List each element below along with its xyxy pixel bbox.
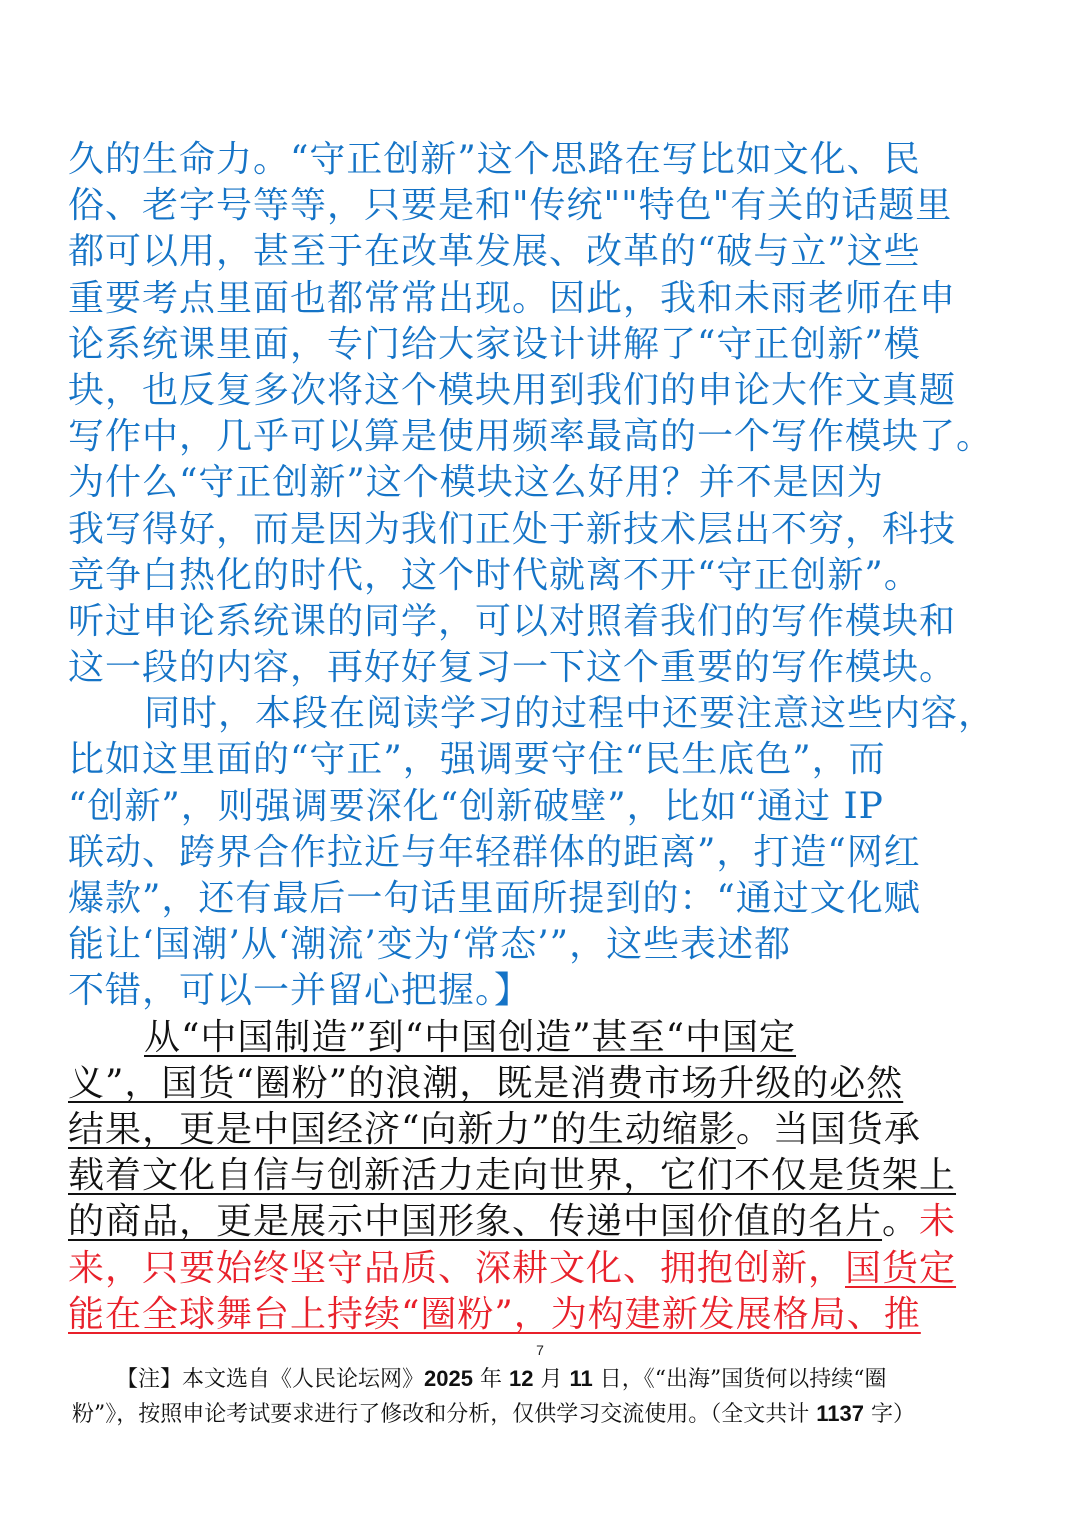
text-segment: 能让‘国潮’从‘潮流’变为‘常态’”，这些表述都 — [68, 924, 792, 966]
note-text: 月 — [533, 1367, 570, 1392]
text-segment: 写作中，几乎可以算是使用频率最高的一个写作模块了。 — [68, 416, 994, 458]
text-segment: 来，只要始终坚守品质、深耕文化、拥抱创新， — [68, 1247, 846, 1289]
note-day: 11 — [569, 1366, 593, 1391]
text-segment: 久的生命力。“守正创新”这个思路在写比如文化、民 — [68, 139, 921, 180]
text-segment: 。 — [882, 1201, 920, 1243]
page-number: 7 — [536, 1342, 544, 1358]
underlined-text-segment: 国货定 — [845, 1247, 957, 1289]
text-segment: 俗、老字号等等，只要是和"传统""特色"有关的话题里 — [68, 185, 953, 227]
text-line — [68, 599, 1018, 645]
text-line — [68, 1292, 1018, 1338]
text-segment: 不错，可以一并留心把握。】 — [68, 970, 532, 1012]
text-segment: 这一段的内容，再好好复习一下这个重要的写作模块。 — [68, 647, 957, 689]
text-line — [68, 968, 1018, 1014]
source-note — [72, 1362, 1022, 1432]
underlined-text-segment: 的商品，更是展示中国形象、传递中国价值的名片 — [68, 1201, 883, 1243]
text-segment: 同时，本段在阅读学习的过程中还要注意这些内容， — [144, 693, 996, 735]
source-note-line-2 — [72, 1397, 1022, 1432]
text-segment: 块，也反复多次将这个模块用到我们的申论大作文真题 — [68, 369, 957, 411]
note-text: 年 — [472, 1367, 509, 1392]
note-text: 粉”》，按照申论考试要求进行了修改和分析，仅供学习交流使用。（全文共计 — [72, 1402, 817, 1427]
text-segment: 为什么“守正创新”这个模块这么好用？并不是因为 — [68, 462, 884, 504]
text-line — [68, 507, 1018, 553]
text-line — [68, 922, 1018, 968]
text-line — [68, 1246, 1018, 1292]
underlined-text-segment: 结果，更是中国经济“向新力”的生动缩影 — [68, 1108, 736, 1150]
text-line — [68, 784, 1018, 830]
underlined-text-segment: 能在全球舞台上持续“圈粉”，为构建新发展格局、推 — [68, 1293, 921, 1335]
text-segment: 都可以用，甚至于在改革发展、改革的“破与立”这些 — [68, 231, 921, 273]
text-line — [68, 1015, 1018, 1061]
text-segment: “创新”，则强调要深化“创新破壁”，比如“通过 IP — [68, 785, 884, 827]
text-line — [68, 1199, 1018, 1245]
text-line — [68, 1153, 1018, 1199]
text-segment: 。当国货承 — [735, 1108, 921, 1150]
underlined-text-segment: 载着文化自信与创新活力走向世界，它们不仅是货架上 — [68, 1155, 957, 1197]
note-text: 日，《“出海”国货何以持续“圈 — [592, 1367, 887, 1392]
text-line — [68, 1107, 1018, 1153]
text-line — [68, 322, 1018, 368]
text-line — [68, 414, 1018, 460]
note-char-count: 1137 — [816, 1401, 864, 1426]
text-segment: 听过申论系统课的同学，可以对照着我们的写作模块和 — [68, 600, 957, 642]
text-line — [68, 691, 1018, 737]
article-body — [68, 137, 1018, 1338]
text-line — [68, 368, 1018, 414]
text-segment: 我写得好，而是因为我们正处于新技术层出不穷，科技 — [68, 508, 957, 550]
note-text: 【注】本文选自《人民论坛网》 — [116, 1367, 425, 1392]
text-line — [68, 1061, 1018, 1107]
text-line — [68, 137, 1018, 183]
text-segment: 论系统课里面，专门给大家设计讲解了“守正创新”模 — [68, 323, 921, 365]
note-month: 12 — [508, 1366, 534, 1391]
text-line — [68, 830, 1018, 876]
underlined-text-segment: 从“中国制造”到“中国创造”甚至“中国定 — [144, 1016, 797, 1058]
text-line — [68, 183, 1018, 229]
text-segment: 竞争白热化的时代，这个时代就离不开“守正创新”。 — [68, 554, 921, 596]
text-line — [68, 553, 1018, 599]
text-segment: 比如这里面的“守正”，强调要守住“民生底色”，而 — [68, 739, 886, 781]
source-note-line-1 — [72, 1362, 1022, 1397]
text-line — [68, 737, 1018, 783]
underlined-text-segment: 义”，国货“圈粉”的浪潮，既是消费市场升级的必然 — [68, 1062, 904, 1104]
text-line — [68, 229, 1018, 275]
note-year: 2025 — [424, 1366, 473, 1391]
text-line — [68, 645, 1018, 691]
note-text: 字） — [863, 1402, 915, 1427]
text-segment: 爆款”，还有最后一句话里面所提到的：“通过文化赋 — [68, 878, 921, 919]
text-line — [68, 276, 1018, 322]
text-segment: 重要考点里面也都常常出现。因此，我和未雨老师在申 — [68, 277, 957, 319]
text-segment: 联动、跨界合作拉近与年轻群体的距离”，打造“网红 — [68, 831, 921, 873]
text-line — [68, 460, 1018, 506]
text-segment: 未 — [919, 1201, 957, 1243]
text-line — [68, 876, 1018, 922]
